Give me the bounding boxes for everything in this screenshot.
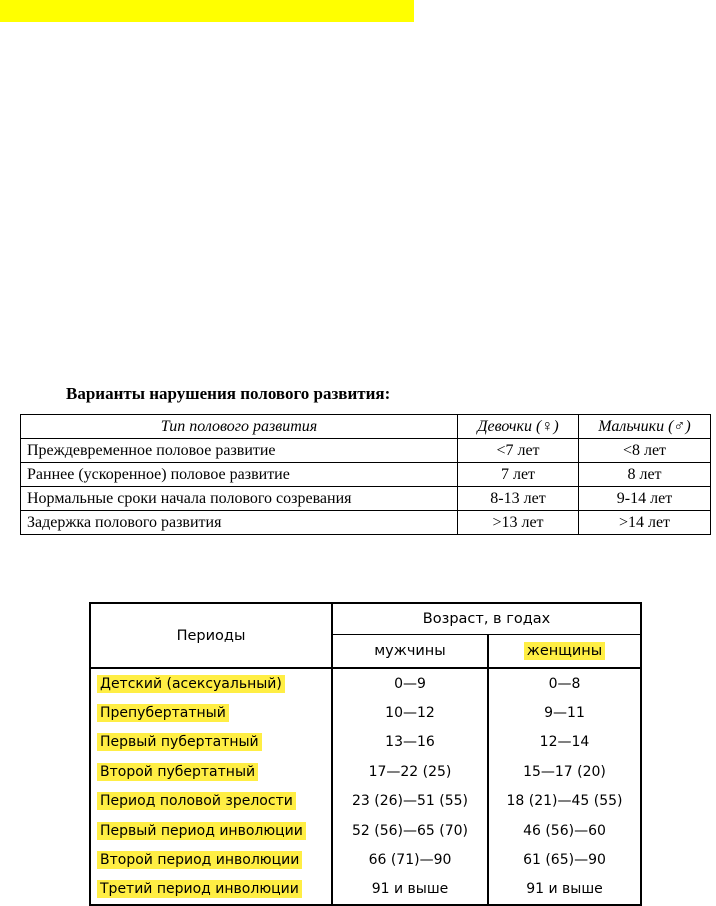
cell-girls: >13 лет xyxy=(458,511,579,535)
women-age: 46 (56)—60 xyxy=(523,822,606,839)
period-cell xyxy=(90,757,332,786)
header-women: женщины xyxy=(524,642,605,660)
table-row xyxy=(90,875,641,905)
men-age: 52 (56)—65 (70) xyxy=(332,816,488,845)
women-age: 0—8 xyxy=(548,675,581,692)
cell-boys: 8 лет xyxy=(579,463,711,487)
table-row xyxy=(90,816,641,845)
cell-girls: 8-13 лет xyxy=(458,487,579,511)
period-label: Препубертатный xyxy=(97,704,229,722)
cell-type: Преждевременное половое развитие xyxy=(21,439,458,463)
header-age: Возраст, в годах xyxy=(332,603,641,635)
section-title: Варианты нарушения полового развития: xyxy=(66,384,391,403)
men-age: 23 (26)—51 (55) xyxy=(332,787,488,816)
women-age: 15—17 (20) xyxy=(523,763,606,780)
header-girls: Девочки (♀) xyxy=(458,415,579,439)
period-label: Третий период инволюции xyxy=(97,880,302,898)
cell-girls: <7 лет xyxy=(458,439,579,463)
table-header-row xyxy=(90,603,641,635)
table-row xyxy=(21,487,711,511)
period-cell xyxy=(90,668,332,698)
women-age: 9—11 xyxy=(544,705,585,722)
period-label: Детский (асексуальный) xyxy=(97,675,285,693)
period-cell xyxy=(90,875,332,905)
cell-type: Задержка полового развития xyxy=(21,511,458,535)
top-highlight-bar xyxy=(0,0,414,22)
table-row xyxy=(90,698,641,727)
header-type: Тип полового развития xyxy=(21,415,458,439)
table-header-row xyxy=(21,415,711,439)
men-age: 91 и выше xyxy=(332,875,488,905)
header-boys: Мальчики (♂) xyxy=(579,415,711,439)
women-age: 18 (21)—45 (55) xyxy=(506,793,623,810)
cell-boys: <8 лет xyxy=(579,439,711,463)
cell-type: Раннее (ускоренное) половое развитие xyxy=(21,463,458,487)
development-variants-table xyxy=(20,414,711,535)
header-women-cell xyxy=(488,635,641,669)
header-periods: Периоды xyxy=(90,603,332,668)
table-row xyxy=(21,463,711,487)
men-age: 17—22 (25) xyxy=(332,757,488,786)
cell-girls: 7 лет xyxy=(458,463,579,487)
women-age: 91 и выше xyxy=(526,881,603,898)
table-row xyxy=(90,845,641,874)
women-age: 61 (65)—90 xyxy=(523,852,606,869)
cell-boys: 9-14 лет xyxy=(579,487,711,511)
header-men: мужчины xyxy=(332,635,488,669)
period-label: Первый пубертатный xyxy=(97,733,262,751)
period-cell xyxy=(90,698,332,727)
men-age: 66 (71)—90 xyxy=(332,845,488,874)
men-age: 10—12 xyxy=(332,698,488,727)
table-row xyxy=(21,511,711,535)
men-age: 0—9 xyxy=(332,668,488,698)
cell-type: Нормальные сроки начала полового созревания xyxy=(21,487,458,511)
cell-boys: >14 лет xyxy=(579,511,711,535)
age-periods-table xyxy=(89,602,642,906)
table-row xyxy=(90,757,641,786)
period-cell xyxy=(90,845,332,874)
period-cell xyxy=(90,728,332,757)
table-row xyxy=(21,439,711,463)
period-label: Второй период инволюции xyxy=(97,851,302,869)
period-label: Период половой зрелости xyxy=(97,792,296,810)
period-label: Первый период инволюции xyxy=(97,822,306,840)
men-age: 13—16 xyxy=(332,728,488,757)
table-row xyxy=(90,787,641,816)
table-row xyxy=(90,668,641,698)
period-cell xyxy=(90,816,332,845)
table-row xyxy=(90,728,641,757)
women-age: 12—14 xyxy=(539,734,590,751)
period-label: Второй пубертатный xyxy=(97,763,258,781)
period-cell xyxy=(90,787,332,816)
